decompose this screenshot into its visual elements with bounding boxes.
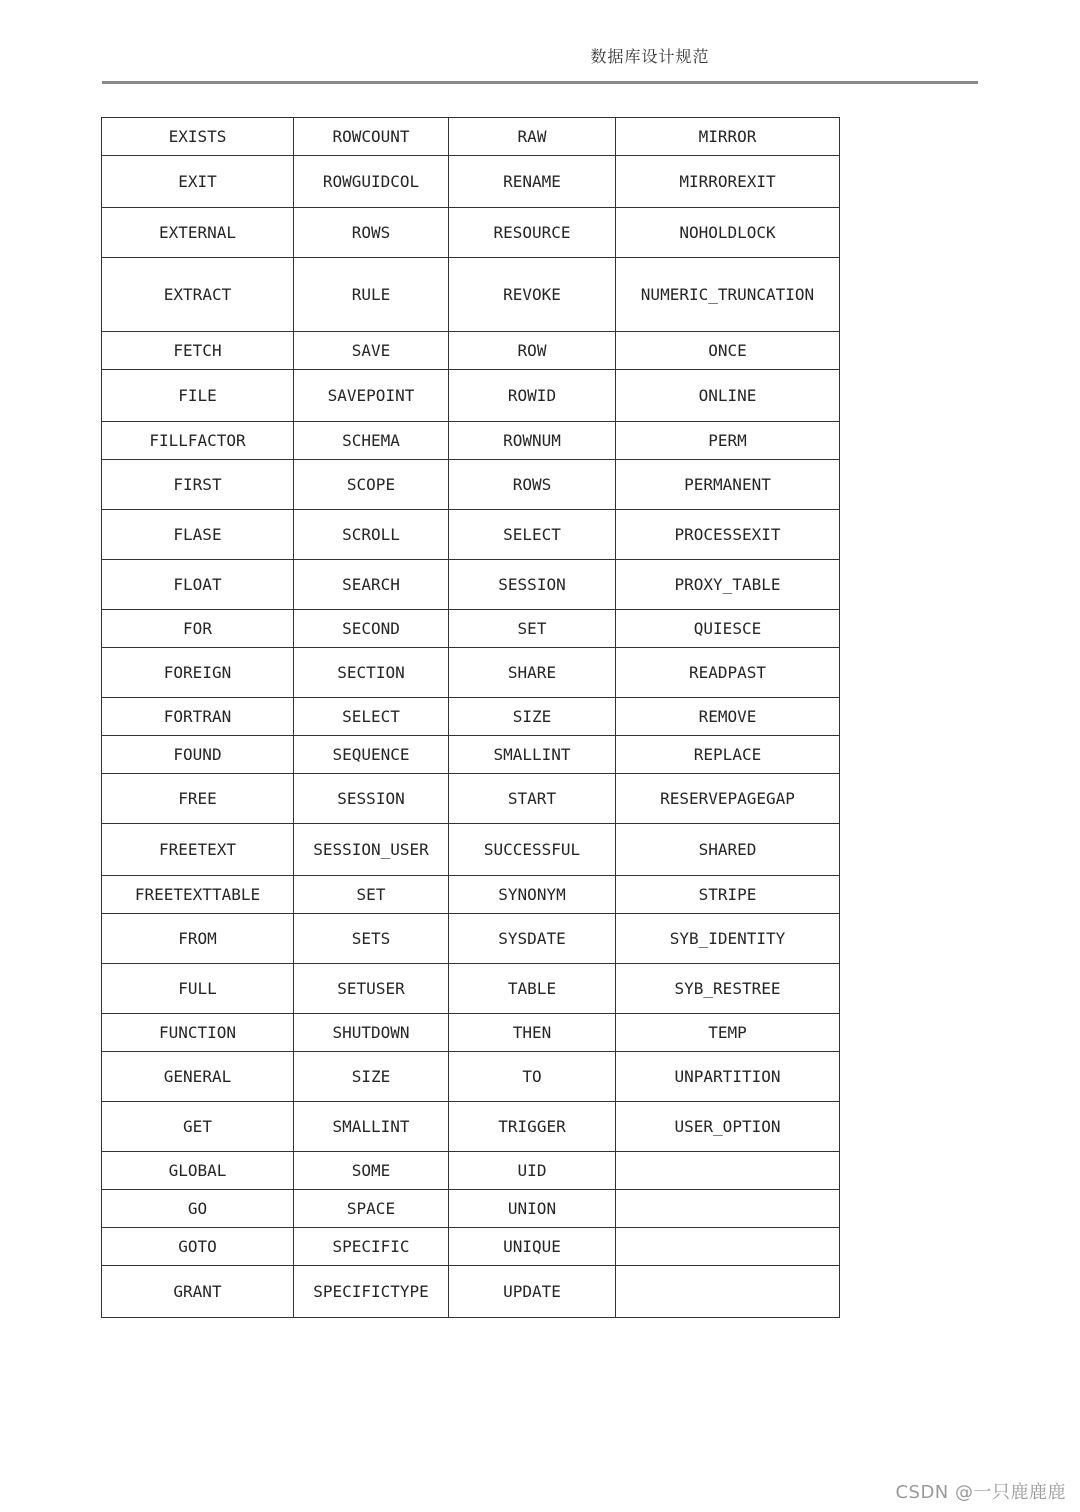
keyword-cell: THEN [449,1014,616,1052]
keyword-cell: RAW [449,118,616,156]
keyword-cell: FROM [102,914,294,964]
keyword-cell: SELECT [449,510,616,560]
keyword-cell: RESOURCE [449,208,616,258]
keyword-cell: SETUSER [294,964,449,1014]
keyword-cell: GO [102,1190,294,1228]
keyword-cell: RENAME [449,156,616,208]
keyword-cell: SYSDATE [449,914,616,964]
keyword-cell: SMALLINT [449,736,616,774]
table-row [102,460,840,510]
header-divider [102,81,978,84]
keyword-cell: SET [294,876,449,914]
csdn-watermark: CSDN @一只鹿鹿鹿 [895,1482,1066,1503]
keyword-cell: ROWS [294,208,449,258]
keyword-cell: UNPARTITION [616,1052,840,1102]
reserved-keywords-table-body [102,118,840,1318]
keyword-cell: SCOPE [294,460,449,510]
keyword-cell: SPECIFIC [294,1228,449,1266]
keyword-cell: FILLFACTOR [102,422,294,460]
table-row [102,774,840,824]
keyword-cell: FOUND [102,736,294,774]
keyword-cell [616,1266,840,1318]
keyword-cell: READPAST [616,648,840,698]
keyword-cell: FREETEXTTABLE [102,876,294,914]
keyword-cell: ROW [449,332,616,370]
keyword-cell [616,1228,840,1266]
table-row [102,698,840,736]
keyword-cell: NUMERIC_TRUNCATION [616,258,840,332]
keyword-cell: GET [102,1102,294,1152]
keyword-cell: PERM [616,422,840,460]
table-row [102,824,840,876]
table-row [102,648,840,698]
keyword-cell: ONLINE [616,370,840,422]
keyword-cell: EXIT [102,156,294,208]
keyword-cell: SETS [294,914,449,964]
table-row [102,610,840,648]
keyword-cell: FORTRAN [102,698,294,736]
keyword-cell: FREE [102,774,294,824]
keyword-cell: REMOVE [616,698,840,736]
keyword-cell: ONCE [616,332,840,370]
keyword-cell: UNIQUE [449,1228,616,1266]
keyword-cell: SHUTDOWN [294,1014,449,1052]
keyword-cell: SEARCH [294,560,449,610]
keyword-cell [616,1152,840,1190]
keyword-cell: SHARED [616,824,840,876]
keyword-cell: ROWS [449,460,616,510]
keyword-cell: STRIPE [616,876,840,914]
keyword-cell: SAVE [294,332,449,370]
table-row [102,118,840,156]
keyword-cell: SIZE [294,1052,449,1102]
keyword-cell: ROWGUIDCOL [294,156,449,208]
keyword-cell: FREETEXT [102,824,294,876]
keyword-cell: EXISTS [102,118,294,156]
keyword-cell: FIRST [102,460,294,510]
table-row [102,1266,840,1318]
keyword-cell: SESSION_USER [294,824,449,876]
table-row [102,560,840,610]
keyword-cell: FOR [102,610,294,648]
keyword-cell: SCHEMA [294,422,449,460]
keyword-cell: UPDATE [449,1266,616,1318]
keyword-cell: FUNCTION [102,1014,294,1052]
keyword-cell: PROXY_TABLE [616,560,840,610]
table-row [102,510,840,560]
keyword-cell [616,1190,840,1228]
table-row [102,258,840,332]
keyword-cell: START [449,774,616,824]
table-row [102,1014,840,1052]
keyword-cell: FETCH [102,332,294,370]
keyword-cell: TEMP [616,1014,840,1052]
keyword-cell: SESSION [294,774,449,824]
keyword-cell: PROCESSEXIT [616,510,840,560]
keyword-cell: SET [449,610,616,648]
keyword-cell: FLASE [102,510,294,560]
table-row [102,1052,840,1102]
keyword-cell: SUCCESSFUL [449,824,616,876]
keyword-cell: GENERAL [102,1052,294,1102]
keyword-cell: FOREIGN [102,648,294,698]
keyword-cell: RULE [294,258,449,332]
keyword-cell: RESERVEPAGEGAP [616,774,840,824]
keyword-cell: SECOND [294,610,449,648]
keyword-cell: UID [449,1152,616,1190]
keyword-cell: GOTO [102,1228,294,1266]
keyword-cell: SYB_IDENTITY [616,914,840,964]
keyword-cell: GLOBAL [102,1152,294,1190]
table-row [102,422,840,460]
keyword-cell: EXTRACT [102,258,294,332]
keyword-cell: SAVEPOINT [294,370,449,422]
keyword-cell: ROWID [449,370,616,422]
keyword-cell: SESSION [449,560,616,610]
table-row [102,736,840,774]
keyword-cell: SECTION [294,648,449,698]
keyword-cell: SELECT [294,698,449,736]
keyword-cell: FULL [102,964,294,1014]
page-header-title: 数据库设计规范 [590,47,710,66]
table-row [102,208,840,258]
keyword-cell: PERMANENT [616,460,840,510]
keyword-cell: QUIESCE [616,610,840,648]
keyword-cell: SYNONYM [449,876,616,914]
table-row [102,1190,840,1228]
table-row [102,876,840,914]
keyword-cell: SCROLL [294,510,449,560]
table-row [102,1152,840,1190]
keyword-cell: SPACE [294,1190,449,1228]
keyword-cell: GRANT [102,1266,294,1318]
keyword-cell: FILE [102,370,294,422]
table-row [102,1102,840,1152]
keyword-cell: SPECIFICTYPE [294,1266,449,1318]
table-row [102,914,840,964]
keyword-cell: TRIGGER [449,1102,616,1152]
keyword-cell: ROWCOUNT [294,118,449,156]
table-row [102,156,840,208]
keyword-cell: SHARE [449,648,616,698]
keyword-cell: EXTERNAL [102,208,294,258]
keyword-cell: SIZE [449,698,616,736]
keyword-cell: MIRROR [616,118,840,156]
keyword-cell: MIRROREXIT [616,156,840,208]
keyword-cell: FLOAT [102,560,294,610]
keyword-cell: SMALLINT [294,1102,449,1152]
keyword-cell: SYB_RESTREE [616,964,840,1014]
keyword-cell: UNION [449,1190,616,1228]
keyword-cell: SEQUENCE [294,736,449,774]
keyword-cell: NOHOLDLOCK [616,208,840,258]
keyword-cell: TO [449,1052,616,1102]
keyword-cell: USER_OPTION [616,1102,840,1152]
keyword-cell: REVOKE [449,258,616,332]
reserved-keywords-table [101,117,840,1318]
table-row [102,370,840,422]
table-row [102,332,840,370]
keyword-cell: TABLE [449,964,616,1014]
keyword-cell: REPLACE [616,736,840,774]
keyword-cell: ROWNUM [449,422,616,460]
table-row [102,1228,840,1266]
table-row [102,964,840,1014]
keyword-cell: SOME [294,1152,449,1190]
